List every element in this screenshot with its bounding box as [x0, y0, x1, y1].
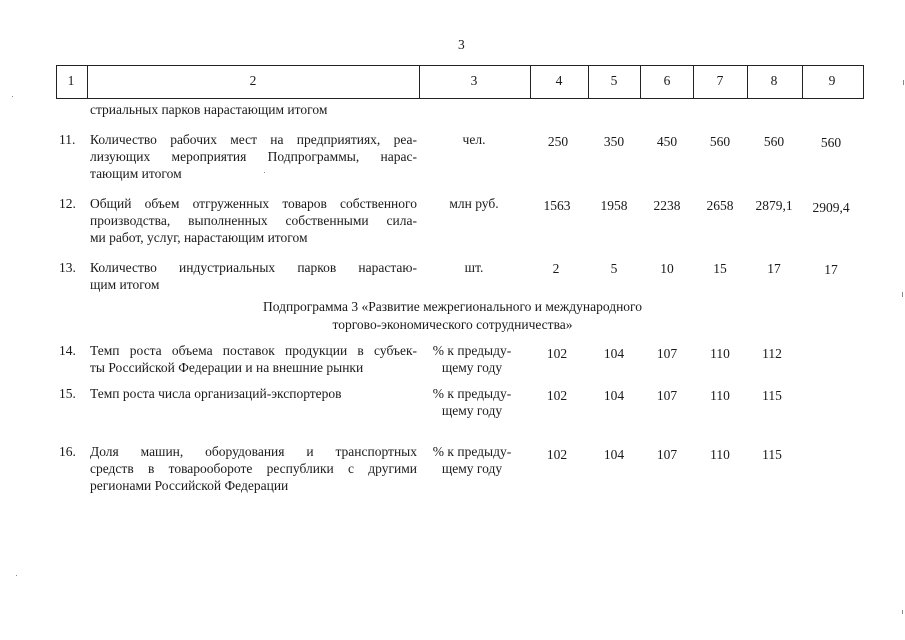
- row-number: 12.: [59, 196, 76, 211]
- value-col-7: 560: [709, 134, 731, 149]
- page-number: 3: [458, 37, 465, 52]
- value-col-6: 107: [656, 447, 678, 462]
- header-col-4: 4: [555, 73, 563, 88]
- row-number: 14.: [59, 343, 76, 358]
- row-unit: млн руб.: [449, 196, 499, 211]
- row-number: 15.: [59, 386, 76, 401]
- row-description: Общий объем отгруженных товаров собственного производства, выполненных собственными сила- ми работ, услуг, нарастающим итогом: [90, 196, 417, 245]
- value-col-9: 2909,4: [812, 200, 850, 215]
- value-col-7: 2658: [706, 198, 734, 213]
- value-col-6: 10: [660, 261, 674, 276]
- header-col-8: 8: [770, 73, 778, 88]
- header-col-1: 1: [67, 73, 75, 88]
- header-col-3: 3: [470, 73, 478, 88]
- scan-speck: [902, 610, 903, 614]
- row-description: Количество индустриальных парков нарастаю- щим итогом: [90, 260, 417, 292]
- header-col-9: 9: [828, 73, 836, 88]
- row-unit: % к предыду- щему году: [432, 444, 512, 476]
- row-unit: чел.: [462, 132, 486, 147]
- continued-text: стриальных парков нарастающим итогом: [90, 102, 328, 117]
- header-col-6: 6: [663, 73, 671, 88]
- row-unit: % к предыду- щему году: [432, 343, 512, 375]
- header-col-5: 5: [610, 73, 618, 88]
- value-col-8: 17: [767, 261, 781, 276]
- value-col-6: 450: [656, 134, 678, 149]
- value-col-6: 107: [656, 346, 678, 361]
- row-description: Доля машин, оборудования и транспортных средств в товарообороте республики с другими регионами Российской Федерации: [90, 444, 417, 493]
- value-col-9: 17: [824, 262, 838, 277]
- row-unit: % к предыду- щему году: [432, 386, 512, 418]
- value-col-8: 560: [763, 134, 785, 149]
- row-description: Количество рабочих мест на предприятиях, реа- лизующих мероприятия Подпрограммы, нарас- тающим итогом: [90, 132, 417, 181]
- value-col-8: 115: [762, 388, 782, 403]
- value-col-7: 15: [713, 261, 727, 276]
- value-col-4: 102: [546, 388, 568, 403]
- value-col-4: 102: [546, 447, 568, 462]
- value-col-7: 110: [710, 346, 730, 361]
- value-col-6: 107: [656, 388, 678, 403]
- value-col-5: 5: [610, 261, 618, 276]
- row-description: Темп роста объема поставок продукции в субъек- ты Российской Федерации и на внешние рынки: [90, 343, 417, 375]
- scan-speck: [16, 575, 17, 576]
- value-col-5: 104: [603, 346, 625, 361]
- value-col-9: 560: [820, 135, 842, 150]
- scan-speck: [12, 96, 13, 97]
- row-number: 13.: [59, 260, 76, 275]
- value-col-6: 2238: [653, 198, 681, 213]
- row-number: 11.: [59, 132, 76, 147]
- value-col-8: 2879,1: [755, 198, 793, 213]
- value-col-8: 115: [762, 447, 782, 462]
- value-col-5: 350: [603, 134, 625, 149]
- value-col-5: 104: [603, 447, 625, 462]
- value-col-4: 250: [547, 134, 569, 149]
- value-col-8: 112: [762, 346, 782, 361]
- value-col-5: 104: [603, 388, 625, 403]
- header-col-7: 7: [716, 73, 724, 88]
- scan-speck: [903, 80, 904, 85]
- row-description: Темп роста числа организаций-экспортеров: [90, 386, 342, 401]
- row-unit: шт.: [464, 260, 484, 275]
- value-col-4: 1563: [543, 198, 571, 213]
- value-col-4: 102: [546, 346, 568, 361]
- header-col-2: 2: [249, 73, 257, 88]
- value-col-7: 110: [710, 388, 730, 403]
- value-col-5: 1958: [600, 198, 628, 213]
- scan-speck: [902, 292, 903, 297]
- scan-speck: [264, 172, 265, 173]
- row-number: 16.: [59, 444, 76, 459]
- value-col-4: 2: [552, 261, 560, 276]
- value-col-7: 110: [710, 447, 730, 462]
